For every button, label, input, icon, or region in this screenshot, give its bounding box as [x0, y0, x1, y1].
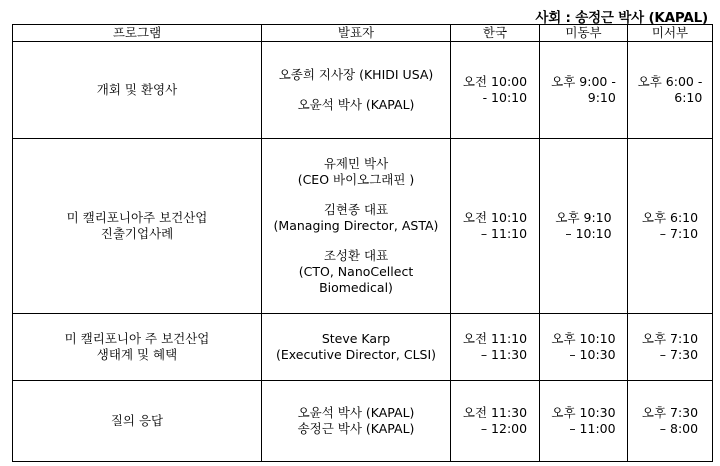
program-line: 진출기업사례 [100, 226, 174, 241]
table-row [13, 139, 713, 314]
speaker-line: (CTO, NanoCellect Biomedical) [298, 264, 414, 295]
time-line: – 7:30 [659, 347, 699, 362]
time-line: – 11:00 [569, 421, 616, 436]
header-us-west: 미서부 [628, 25, 713, 42]
program-line: 미 캘리포니아주 보건산업 [66, 210, 208, 225]
speaker-line: (CEO 바이오그래핀 ) [297, 172, 415, 187]
time-line: 오전 10:10 [462, 210, 528, 225]
us-west-time-cell [628, 314, 713, 381]
schedule-table [12, 24, 713, 462]
header-us-east: 미동부 [540, 25, 628, 42]
program-line: 생태계 및 혜택 [96, 347, 178, 362]
time-line: 오후 7:10 [641, 331, 699, 346]
us-west-time-cell [628, 381, 713, 462]
speaker-line: 오윤석 박사 (KAPAL) [297, 97, 415, 112]
time-line: – 10:10 [565, 226, 612, 241]
speaker-cell [262, 42, 451, 139]
time-line: – 7:10 [659, 226, 699, 241]
time-line: 오후 6:10 [641, 210, 699, 225]
table-row [13, 381, 713, 462]
time-line: – 11:10 [480, 226, 528, 241]
program-cell [13, 314, 262, 381]
time-line: – 11:30 [480, 347, 528, 362]
speaker-line: 조성환 대표 [323, 248, 389, 263]
time-line: – 8:00 [659, 421, 699, 436]
time-line: – 10:30 [569, 347, 616, 362]
program-line: 미 캘리포니아 주 보건산업 [64, 331, 210, 346]
time-line: - 10:10 [482, 90, 528, 105]
us-west-time-cell [628, 42, 713, 139]
korea-time-cell [451, 42, 540, 139]
speaker-cell [262, 381, 451, 462]
us-east-time-cell [540, 314, 628, 381]
moderator-label: 사회 : 송정근 박사 (KAPAL) [535, 10, 708, 26]
time-line: 6:10 [674, 90, 703, 105]
speaker-cell [262, 139, 451, 314]
time-line: 오전 10:00 [462, 74, 528, 89]
time-line: 오후 10:30 [551, 405, 616, 420]
korea-time-cell [451, 381, 540, 462]
program-line: 질의 응답 [110, 413, 164, 428]
header-program: 프로그램 [13, 25, 262, 42]
header-korea: 한국 [451, 25, 540, 42]
table-row [13, 42, 713, 139]
us-west-time-cell [628, 139, 713, 314]
speaker-cell [262, 314, 451, 381]
us-east-time-cell [540, 139, 628, 314]
speaker-line: Steve Karp [321, 331, 391, 346]
speaker-line: 오종희 지사장 (KHIDI USA) [278, 67, 434, 82]
time-line: 9:10 [587, 90, 616, 105]
program-cell [13, 139, 262, 314]
time-line: 오후 7:30 [641, 405, 699, 420]
header-row [13, 25, 713, 42]
time-line: 오후 9:00 - [551, 74, 616, 89]
program-line: 개회 및 환영사 [96, 82, 178, 97]
speaker-line: (Managing Director, ASTA) [273, 218, 439, 233]
speaker-line: 김현종 대표 [323, 202, 389, 217]
speaker-line: 유제민 박사 [323, 156, 389, 171]
header-speaker: 발표자 [262, 25, 451, 42]
us-east-time-cell [540, 42, 628, 139]
program-cell [13, 381, 262, 462]
time-line: 오후 6:00 - [637, 74, 703, 89]
time-line: 오후 10:10 [551, 331, 616, 346]
speaker-line: (Executive Director, CLSI) [275, 347, 437, 362]
us-east-time-cell [540, 381, 628, 462]
time-line: – 12:00 [480, 421, 528, 436]
time-line: 오전 11:10 [462, 331, 528, 346]
speaker-line: 오윤석 박사 (KAPAL) [297, 405, 415, 420]
time-line: 오후 9:10 [555, 210, 612, 225]
korea-time-cell [451, 314, 540, 381]
korea-time-cell [451, 139, 540, 314]
time-line: 오전 11:30 [462, 405, 528, 420]
speaker-line: 송정근 박사 (KAPAL) [297, 421, 415, 436]
program-cell [13, 42, 262, 139]
table-row [13, 314, 713, 381]
